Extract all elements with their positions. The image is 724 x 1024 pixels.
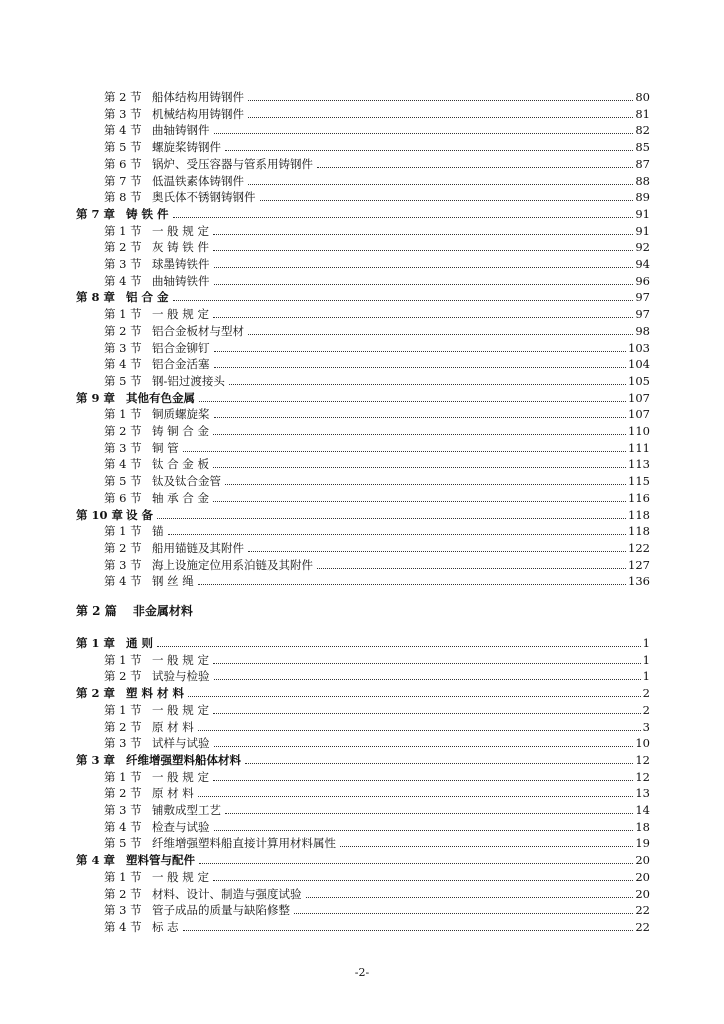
toc-chapter-entry[interactable]: [76, 684, 650, 700]
entry-number: 第 4 节: [104, 357, 142, 372]
entry-title: 钛 合 金 板: [152, 457, 209, 472]
dot-leader: [168, 534, 627, 535]
toc-section-entry[interactable]: [104, 188, 650, 204]
toc-section-entry[interactable]: [104, 901, 650, 917]
entry-number: 第 2 节: [104, 786, 142, 801]
toc-section-entry[interactable]: [104, 355, 650, 371]
entry-number: 第 1 节: [104, 702, 142, 717]
toc-section-entry[interactable]: [104, 339, 650, 355]
entry-page-number: 107: [628, 407, 650, 422]
entry-number: 第 3 节: [104, 803, 142, 817]
entry-title: 铝合金板材与型材: [152, 323, 244, 338]
entry-title: 一 般 规 定: [152, 652, 209, 667]
entry-page-number: 96: [635, 273, 650, 288]
dot-leader: [214, 267, 634, 268]
entry-page-number: 136: [628, 574, 650, 589]
toc-section-entry[interactable]: [104, 272, 650, 288]
toc-chapter-entry[interactable]: [76, 751, 650, 767]
dot-leader: [306, 897, 634, 898]
entry-number: 第 2 章: [76, 686, 116, 701]
dot-leader: [213, 780, 633, 781]
entry-page-number: 22: [635, 919, 650, 934]
entry-title: 铝合金铆钉: [152, 340, 210, 355]
entry-page-number: 2: [642, 702, 650, 717]
entry-number: 第 4 节: [104, 819, 142, 834]
dot-leader: [213, 467, 626, 468]
entry-title: 锚: [152, 524, 164, 539]
dot-leader: [245, 763, 633, 764]
entry-title: 船体结构用铸钢件: [152, 90, 244, 104]
toc-section-entry[interactable]: [104, 455, 650, 471]
dot-leader: [294, 913, 633, 914]
toc-section-entry[interactable]: [104, 556, 650, 572]
entry-title: 一 般 规 定: [152, 769, 209, 784]
dot-leader: [225, 150, 633, 151]
dot-leader: [317, 568, 626, 569]
part-heading: [76, 602, 193, 619]
entry-number: 第 3 节: [104, 257, 142, 271]
entry-page-number: 20: [635, 853, 650, 868]
entry-number: 第 8 章: [76, 290, 116, 305]
dot-leader: [225, 813, 633, 814]
entry-title: 检查与试验: [152, 819, 210, 834]
entry-page-number: 110: [628, 424, 650, 438]
entry-page-number: 20: [635, 886, 650, 901]
entry-number: 第 1 章: [76, 636, 116, 650]
part-number: 第 2 篇: [76, 604, 117, 618]
entry-number: 第 3 章: [76, 752, 116, 767]
entry-page-number: 105: [628, 373, 650, 388]
entry-title: 一 般 规 定: [152, 307, 209, 322]
entry-number: 第 1 节: [104, 652, 142, 667]
entry-number: 第 3 节: [104, 903, 142, 918]
entry-title: 原 材 料: [152, 719, 194, 734]
entry-page-number: 3: [642, 719, 650, 734]
entry-title: 一 般 规 定: [152, 869, 209, 884]
dot-leader: [183, 930, 634, 931]
entry-title: 低温铁素体铸钢件: [152, 173, 244, 188]
toc-section-entry[interactable]: [104, 305, 650, 321]
entry-title: 标 志: [152, 919, 179, 934]
entry-number: 第 3 节: [104, 557, 142, 572]
entry-page-number: 103: [628, 340, 650, 355]
entry-number: 第 2 节: [104, 240, 142, 255]
entry-page-number: 12: [635, 769, 650, 784]
entry-page-number: 12: [635, 752, 650, 767]
toc-section-entry[interactable]: [104, 238, 650, 254]
entry-number: 第 10 章: [76, 507, 124, 522]
entry-page-number: 1: [642, 636, 650, 650]
toc-section-entry[interactable]: [104, 718, 650, 734]
dot-leader: [157, 646, 641, 647]
entry-page-number: 113: [628, 457, 650, 472]
toc-section-entry[interactable]: [104, 222, 650, 238]
entry-page-number: 104: [628, 357, 650, 372]
dot-leader: [214, 417, 627, 418]
dot-leader: [214, 351, 627, 352]
entry-title: 铝合金活塞: [152, 357, 210, 372]
entry-page-number: 118: [628, 507, 650, 522]
entry-page-number: 19: [635, 836, 650, 851]
entry-number: 第 6 节: [104, 156, 142, 171]
entry-title: 钢 丝 绳: [152, 574, 194, 589]
dot-leader: [198, 730, 641, 731]
dot-leader: [248, 184, 633, 185]
entry-title: 铜 管: [152, 440, 179, 455]
entry-page-number: 111: [628, 440, 650, 455]
entry-number: 第 2 节: [104, 424, 142, 438]
entry-page-number: 80: [635, 90, 650, 104]
toc-chapter-entry[interactable]: [76, 506, 650, 522]
entry-title: 管子成品的质量与缺陷修整: [152, 903, 290, 918]
toc-chapter-entry[interactable]: [76, 389, 650, 405]
dot-leader: [340, 846, 633, 847]
entry-title: 纤维增强塑料船直接计算用材料属性: [152, 836, 336, 851]
entry-number: 第 2 节: [104, 90, 142, 104]
dot-leader: [157, 518, 626, 519]
dot-leader: [213, 234, 633, 235]
entry-page-number: 22: [635, 903, 650, 918]
toc-section-entry[interactable]: [104, 155, 650, 171]
entry-number: 第 1 节: [104, 223, 142, 238]
toc-section-entry[interactable]: [104, 405, 650, 421]
dot-leader: [225, 484, 626, 485]
dot-leader: [248, 334, 633, 335]
toc-section-entry[interactable]: [104, 885, 650, 901]
entry-title: 塑料管与配件: [126, 853, 195, 868]
dot-leader: [188, 696, 641, 697]
entry-title: 机械结构用铸钢件: [152, 106, 244, 121]
entry-title: 一 般 规 定: [152, 702, 209, 717]
entry-number: 第 5 节: [104, 474, 142, 489]
entry-page-number: 127: [628, 557, 650, 572]
entry-title: 试样与试验: [152, 736, 210, 751]
entry-title: 钛及钛合金管: [152, 474, 221, 489]
entry-page-number: 91: [635, 223, 650, 238]
entry-number: 第 3 节: [104, 340, 142, 355]
entry-number: 第 4 节: [104, 919, 142, 934]
toc-chapter-entry[interactable]: [76, 288, 650, 304]
entry-number: 第 2 节: [104, 540, 142, 555]
entry-title: 纤维增强塑料船体材料: [126, 752, 241, 767]
toc-section-entry[interactable]: [104, 651, 650, 667]
dot-leader: [173, 300, 634, 301]
toc-section-entry[interactable]: [104, 734, 650, 750]
dot-leader: [214, 367, 627, 368]
entry-title: 轴 承 合 金: [152, 490, 209, 505]
entry-title: 奥氏体不锈钢铸钢件: [152, 190, 256, 205]
dot-leader: [183, 451, 626, 452]
entry-number: 第 5 节: [104, 836, 142, 851]
entry-page-number: 116: [628, 490, 650, 505]
dot-leader: [199, 863, 633, 864]
entry-number: 第 1 节: [104, 307, 142, 322]
toc-section-entry[interactable]: [104, 422, 650, 438]
entry-title: 海上设施定位用系泊链及其附件: [152, 557, 313, 572]
dot-leader: [248, 100, 633, 101]
dot-leader: [229, 384, 626, 385]
dot-leader: [248, 117, 633, 118]
entry-title: 船用锚链及其附件: [152, 540, 244, 555]
toc-section-entry[interactable]: [104, 701, 650, 717]
dot-leader: [214, 830, 634, 831]
toc-section-entry[interactable]: [104, 439, 650, 455]
entry-number: 第 2 节: [104, 669, 142, 684]
entry-title: 材料、设计、制造与强度试验: [152, 886, 302, 901]
entry-number: 第 4 节: [104, 123, 142, 138]
entry-number: 第 8 节: [104, 190, 142, 205]
toc-chapter-entry[interactable]: [76, 851, 650, 867]
entry-title: 曲轴铸钢件: [152, 123, 210, 138]
entry-page-number: 97: [635, 290, 650, 305]
toc-chapter-entry[interactable]: [76, 634, 650, 650]
entry-number: 第 2 节: [104, 323, 142, 338]
dot-leader: [213, 250, 633, 251]
dot-leader: [213, 317, 633, 318]
entry-title: 铸 铁 件: [126, 206, 169, 221]
toc-section-entry[interactable]: [104, 255, 650, 271]
entry-title: 铜质螺旋桨: [152, 407, 210, 422]
toc-section-entry[interactable]: [104, 105, 650, 121]
entry-page-number: 14: [635, 803, 650, 817]
toc-section-entry[interactable]: [104, 88, 650, 104]
entry-page-number: 18: [635, 819, 650, 834]
entry-title: 铝 合 金: [126, 290, 169, 305]
entry-page-number: 122: [628, 540, 650, 555]
entry-title: 球墨铸铁件: [152, 257, 210, 271]
entry-page-number: 20: [635, 869, 650, 884]
toc-section-entry[interactable]: [104, 667, 650, 683]
dot-leader: [173, 217, 634, 218]
entry-title: 设 备: [126, 507, 154, 522]
part-title: 非金属材料: [132, 604, 193, 618]
entry-number: 第 2 节: [104, 886, 142, 901]
entry-page-number: 1: [642, 669, 650, 684]
entry-title: 灰 铸 铁 件: [152, 240, 209, 255]
entry-title: 原 材 料: [152, 786, 194, 801]
dot-leader: [317, 167, 633, 168]
entry-number: 第 7 章: [76, 206, 116, 221]
toc-section-entry[interactable]: [104, 138, 650, 154]
toc-section-entry[interactable]: [104, 768, 650, 784]
dot-leader: [260, 200, 634, 201]
toc-section-entry[interactable]: [104, 121, 650, 137]
toc-section-entry[interactable]: [104, 572, 650, 588]
toc-section-entry[interactable]: [104, 322, 650, 338]
entry-number: 第 5 节: [104, 140, 142, 155]
entry-number: 第 9 章: [76, 390, 116, 405]
entry-number: 第 4 节: [104, 574, 142, 589]
dot-leader: [199, 401, 626, 402]
entry-number: 第 1 节: [104, 869, 142, 884]
entry-page-number: 2: [642, 686, 650, 701]
entry-page-number: 85: [635, 140, 650, 155]
entry-number: 第 3 节: [104, 736, 142, 751]
entry-title: 铸 铜 合 金: [152, 424, 209, 438]
toc-section-entry[interactable]: [104, 834, 650, 850]
entry-number: 第 4 节: [104, 457, 142, 472]
dot-leader: [248, 551, 626, 552]
entry-number: 第 4 节: [104, 273, 142, 288]
entry-page-number: 88: [635, 173, 650, 188]
toc-section-entry[interactable]: [104, 818, 650, 834]
entry-page-number: 115: [628, 474, 650, 489]
dot-leader: [213, 434, 626, 435]
entry-number: 第 1 节: [104, 769, 142, 784]
entry-title: 螺旋桨铸钢件: [152, 140, 221, 155]
toc-section-entry[interactable]: [104, 472, 650, 488]
entry-number: 第 2 节: [104, 719, 142, 734]
dot-leader: [198, 584, 626, 585]
entry-number: 第 1 节: [104, 407, 142, 422]
entry-number: 第 7 节: [104, 173, 142, 188]
toc-section-entry[interactable]: [104, 522, 650, 538]
toc-section-entry[interactable]: [104, 918, 650, 934]
entry-page-number: 97: [635, 307, 650, 322]
entry-number: 第 3 节: [104, 440, 142, 455]
entry-title: 一 般 规 定: [152, 223, 209, 238]
dot-leader: [213, 713, 641, 714]
toc-chapter-entry[interactable]: [76, 205, 650, 221]
dot-leader: [213, 501, 626, 502]
toc-section-entry[interactable]: [104, 868, 650, 884]
dot-leader: [213, 880, 633, 881]
entry-page-number: 118: [628, 524, 650, 539]
entry-number: 第 6 节: [104, 490, 142, 505]
entry-title: 其他有色金属: [126, 390, 195, 405]
toc-section-entry[interactable]: [104, 172, 650, 188]
entry-page-number: 89: [635, 190, 650, 205]
entry-title: 锅炉、受压容器与管系用铸钢件: [152, 156, 313, 171]
toc-section-entry[interactable]: [104, 489, 650, 505]
page-number-footer: -2-: [354, 966, 370, 979]
entry-number: 第 1 节: [104, 524, 142, 539]
entry-number: 第 5 节: [104, 373, 142, 388]
dot-leader: [213, 663, 641, 664]
entry-title: 曲轴铸铁件: [152, 273, 210, 288]
entry-page-number: 87: [635, 156, 650, 171]
entry-title: 钢-铝过渡接头: [152, 373, 225, 388]
entry-page-number: 13: [635, 786, 650, 801]
entry-page-number: 1: [642, 652, 650, 667]
dot-leader: [214, 284, 634, 285]
dot-leader: [214, 746, 634, 747]
entry-page-number: 92: [635, 240, 650, 255]
entry-number: 第 3 节: [104, 106, 142, 121]
entry-page-number: 98: [635, 323, 650, 338]
dot-leader: [214, 133, 634, 134]
toc-section-entry[interactable]: [104, 784, 650, 800]
dot-leader: [198, 796, 634, 797]
entry-title: 塑 料 材 料: [126, 686, 185, 701]
entry-title: 通 则: [126, 636, 154, 650]
toc-section-entry[interactable]: [104, 801, 650, 817]
toc-section-entry[interactable]: [104, 372, 650, 388]
toc-section-entry[interactable]: [104, 539, 650, 555]
entry-page-number: 107: [628, 390, 650, 405]
entry-page-number: 91: [635, 206, 650, 221]
entry-page-number: 94: [635, 257, 650, 271]
entry-number: 第 4 章: [76, 853, 116, 868]
entry-title: 铺敷成型工艺: [152, 803, 221, 817]
entry-page-number: 10: [635, 736, 650, 751]
entry-page-number: 81: [635, 106, 650, 121]
entry-page-number: 82: [635, 123, 650, 138]
dot-leader: [214, 679, 641, 680]
entry-title: 试验与检验: [152, 669, 210, 684]
